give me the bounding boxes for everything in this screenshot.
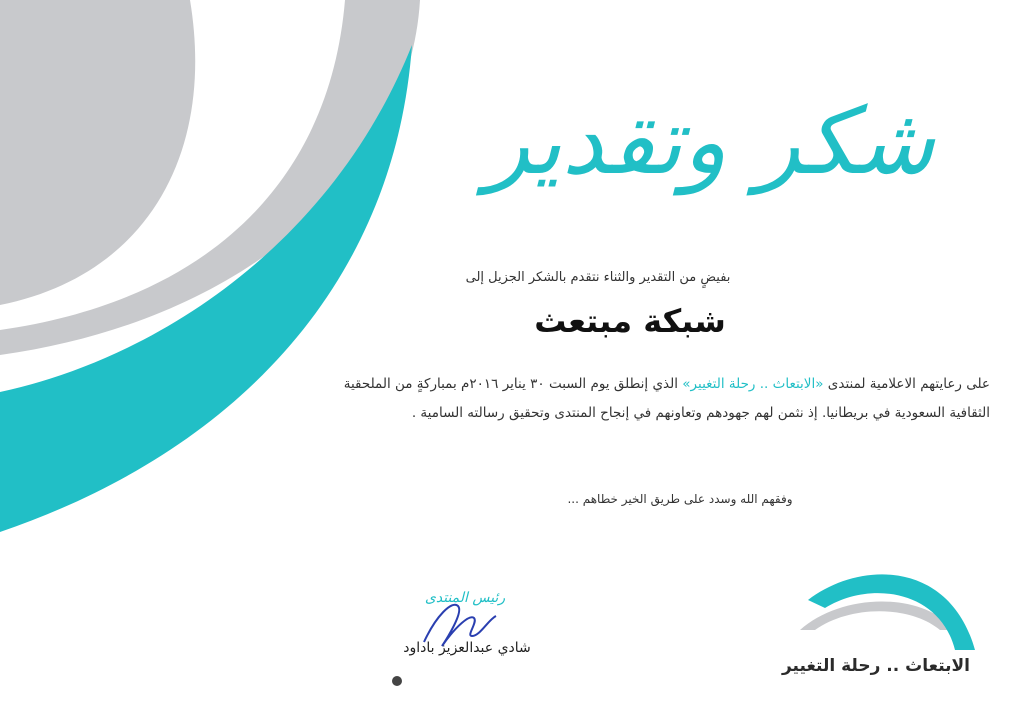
blessing-line: وفقهم الله وسدد على طريق الخير خطاهم ... (567, 492, 793, 506)
chair-title: رئيس المنتدى (424, 590, 506, 606)
body-text-part2: الذي إنطلق يوم السبت ٣٠ يناير ٢٠١٦م بمباركةٍ من الملحقية الثقافية السعودية في بريطانيا. إذ نثمن لهم جهودهم وتعاونهم في إنجاح المنتدى وتحقيق رسالته السامية . (343, 376, 990, 421)
forum-name: «الابتعاث .. رحلة التغيير» (682, 376, 824, 392)
logo-text: الابتعاث .. رحلة التغيير (781, 656, 971, 676)
chair-name: شادي عبدالعزيز باداود (403, 640, 531, 656)
body-text-part1: على رعايتهم الاعلامية لمنتدى (823, 376, 990, 392)
bullet-dot (392, 676, 402, 686)
recipient-name: شبكة مبتعث (534, 302, 726, 340)
certificate-title: شكر وتقدير (485, 88, 935, 195)
intro-line: بفيضٍ من التقدير والثناء نتقدم بالشكر الجزيل إلى (465, 270, 731, 285)
body-paragraph (330, 370, 990, 428)
arc-logo-icon (780, 560, 990, 660)
